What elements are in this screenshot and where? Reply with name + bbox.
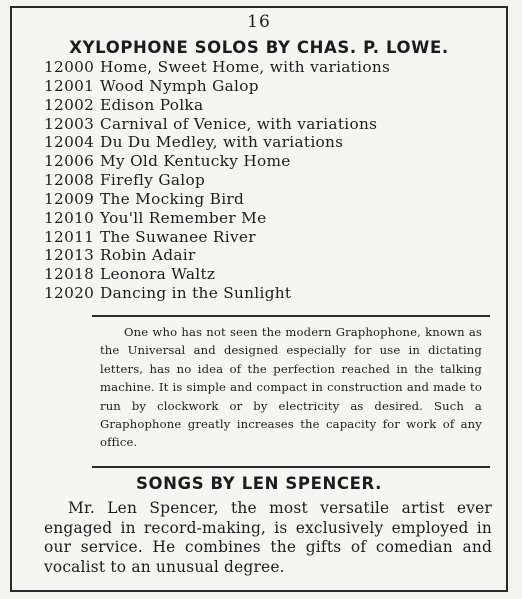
solo-title: The Mocking Bird [100, 189, 245, 208]
record-number: 12004 [44, 133, 95, 152]
record-number: 12018 [44, 265, 95, 284]
solo-entry [44, 209, 390, 228]
record-number: 12013 [44, 246, 95, 265]
xylophone-solos-list [44, 58, 390, 303]
record-number: 12010 [44, 208, 95, 227]
solo-title: Robin Adair [100, 246, 196, 265]
record-number: 12006 [44, 152, 95, 171]
solo-entry [44, 284, 390, 303]
page-number: 16 [247, 12, 271, 32]
solo-title: Firefly Galop [100, 171, 206, 190]
solo-title: Home, Sweet Home, with variations [100, 58, 391, 76]
solo-entry [44, 58, 390, 77]
solo-title: Edison Polka [100, 95, 204, 114]
record-number: 12008 [44, 171, 95, 190]
solo-entry [44, 190, 390, 209]
divider-rule [92, 466, 490, 468]
solo-entry [44, 152, 390, 171]
solo-entry [44, 171, 390, 190]
solo-entry [44, 246, 390, 265]
solo-title: The Suwanee River [100, 227, 256, 246]
record-number: 12020 [44, 284, 95, 303]
record-number: 12009 [44, 189, 95, 208]
record-number: 12011 [44, 227, 95, 246]
record-number: 12002 [44, 95, 95, 114]
catalog-page [10, 6, 508, 592]
solo-entry [44, 115, 390, 134]
len-spencer-description: Mr. Len Spencer, the most versatile artist ever engaged in record-making, is exclusively employed in our service. He combines the gifts of comedian and vocalist to an unusual degree. [44, 499, 492, 576]
record-number: 12000 [44, 58, 95, 76]
record-number: 12003 [44, 114, 95, 133]
solo-entry [44, 265, 390, 284]
solo-title: Dancing in the Sunlight [100, 284, 292, 303]
graphophone-note: One who has not seen the modern Graphophone, known as the Universal and designed especially for use in dictating letters, has no idea of the perfection reached in the talking machine. It is simple and compact in construction and made to run by clockwork or by electricity as desired. Such a Graphophone greatly increases the capacity for work of any office. [100, 325, 482, 450]
solo-entry [44, 96, 390, 115]
solo-title: Wood Nymph Galop [100, 76, 259, 95]
record-number: 12001 [44, 76, 95, 95]
solo-title: Leonora Waltz [100, 265, 216, 284]
solo-title: Du Du Medley, with variations [100, 133, 344, 152]
solo-title: Carnival of Venice, with variations [100, 114, 378, 133]
solo-entry [44, 133, 390, 152]
xylophone-solos-heading: XYLOPHONE SOLOS BY CHAS. P. LOWE. [69, 38, 449, 57]
solo-title: My Old Kentucky Home [100, 152, 291, 171]
len-spencer-songs-heading: SONGS BY LEN SPENCER. [136, 474, 382, 493]
divider-rule [92, 315, 490, 317]
solo-entry [44, 77, 390, 96]
solo-entry [44, 228, 390, 247]
solo-title: You'll Remember Me [100, 208, 267, 227]
